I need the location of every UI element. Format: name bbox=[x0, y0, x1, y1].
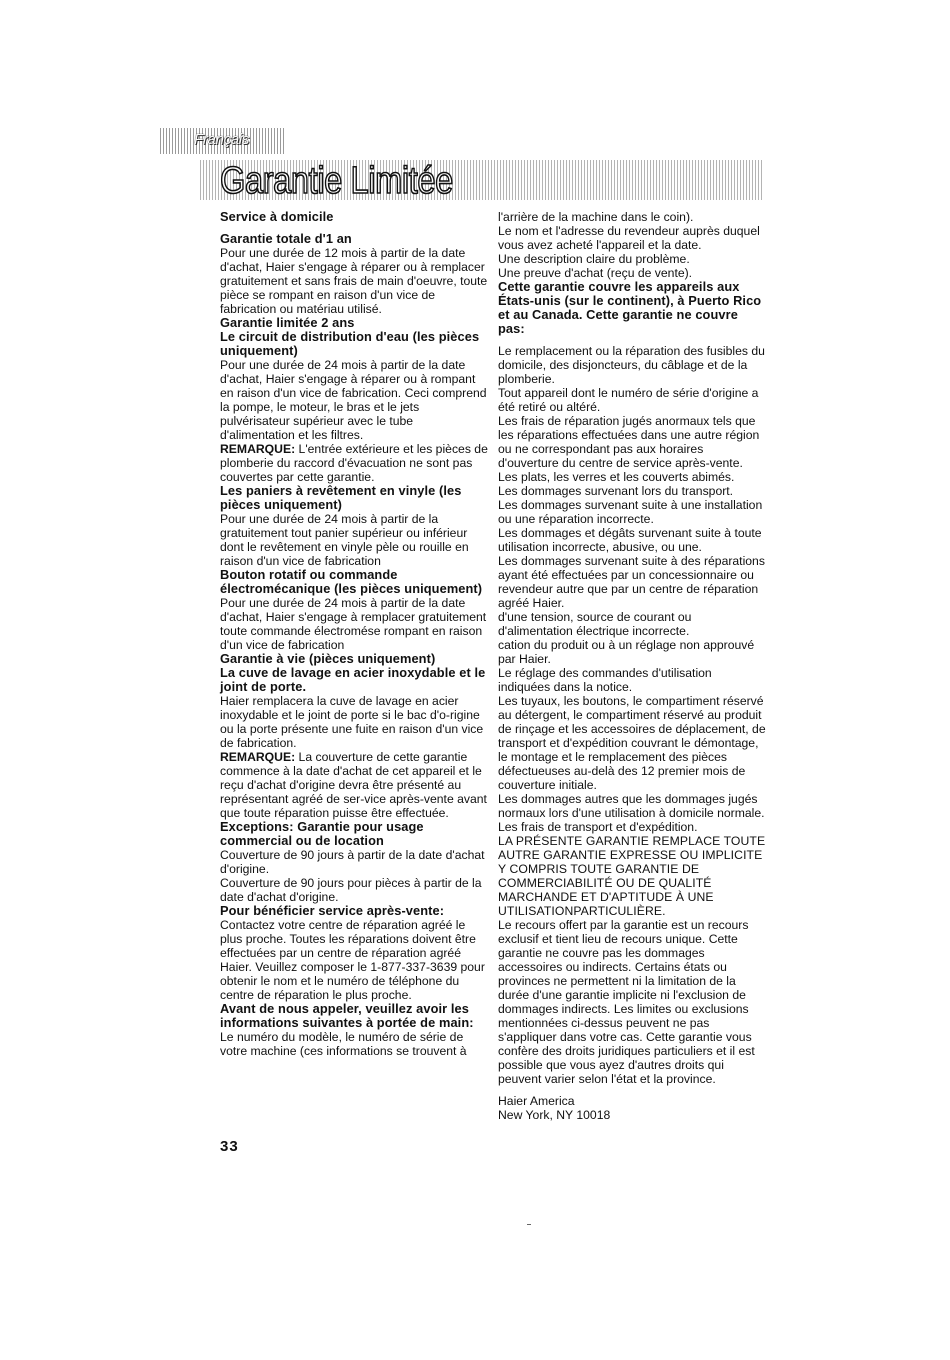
exclusion-item: Les frais de réparation jugés anormaux tels que les réparations effectuées dans une autre région ou ne correspondant pas aux horaires d'ouverture du centre de service après-vente. bbox=[498, 414, 760, 470]
exclusion-item: Les plats, les verres et les couverts abimés. bbox=[498, 470, 735, 484]
exclusion-item: cation du produit ou à un réglage non approuvé par Haier. bbox=[498, 638, 755, 666]
stray-mark bbox=[527, 1224, 531, 1225]
full-warranty-text: Pour une durée de 12 mois à partir de la date d'achat, Haier s'engage à réparer ou à remplacer gratuitement et sans frais de main d'oeuvre, toute pièce se rompant en raison d'un vice de fabrication ou matériau utilisé. bbox=[220, 246, 488, 316]
baskets-heading: Les paniers à revêtement en vinyle (les pièces uniquement) bbox=[220, 483, 462, 512]
exceptions-text-2: Couverture de 90 jours pour pièces à partir de la date d'achat d'origine. bbox=[220, 876, 482, 904]
before-call-heading: Avant de nous appeler, veuillez avoir les informations suivantes à portée de main: bbox=[220, 1001, 474, 1030]
exclusion-item: Les dommages et dégâts survenant suite à toute utilisation incorrecte, abusive, ou une. bbox=[498, 526, 762, 554]
exclusion-item: Le remplacement ou la réparation des fusibles du domicile, des disjoncteurs, du câblage et de la plomberie. bbox=[498, 344, 765, 386]
left-column bbox=[220, 210, 488, 1058]
continued-text: l'arrière de la machine dans le coin). bbox=[498, 210, 694, 224]
lifetime-heading: Garantie à vie (pièces uniquement) bbox=[220, 651, 436, 666]
exclusion-item: Tout appareil dont le numéro de série d'origine a été retiré ou altéré. bbox=[498, 386, 759, 414]
full-warranty-heading: Garantie totale d'1 an bbox=[220, 231, 352, 246]
note-2 bbox=[220, 750, 488, 820]
knob-heading: Bouton rotatif ou commande électromécanique (les pièces uniquement) bbox=[220, 567, 483, 596]
before-call-text: Le numéro du modèle, le numéro de série de votre machine (ces informations se trouvent à bbox=[220, 1030, 467, 1058]
service-after-text: Contactez votre centre de réparation agréé le plus proche. Toutes les réparations doivent être effectuées par un centre de réparation agréé Haier. Veuillez composer le 1-877-337-3639 pour obtenir le nom et le numéro de téléphone du centre de réparation le plus proche. bbox=[220, 918, 485, 1002]
remedy-text: Le recours offert par la garantie est un recours exclusif et tient lieu de recours unique. Cette garantie ne couvre pas les dommages accessoires ou indirects. Certains états ou provinces ne permettent ni la limitation de la durée d'une garantie implicite ni l'exclusion de dommages indirects. Les limites ou exclusions mentionnées ci-dessus peuvent ne pas s'appliquer dans votre cas. Cette garantie vous confère des droits juridiques particuliers et il est possible que vous ayez d'autres droits qui peuvent varier selon l'état et la province. bbox=[498, 918, 755, 1086]
tub-heading: La cuve de lavage en acier inoxydable et le joint de porte. bbox=[220, 665, 486, 694]
replaces-warranty-text: LA PRÉSENTE GARANTIE REMPLACE TOUTE AUTRE GARANTIE EXPRESSE OU IMPLICITE Y COMPRIS TOUTE GARANTIE DE COMMERCIABILITÉ OU DE QUALITÉ MARCHANDE ET D'APTITUDE À UNE UTILISATIONPARTICULIÈRE. bbox=[498, 834, 766, 918]
service-after-heading: Pour bénéficier service après-vente: bbox=[220, 903, 445, 918]
limited-warranty-heading: Garantie limitée 2 ans bbox=[220, 315, 355, 330]
company-name: Haier America bbox=[498, 1094, 575, 1108]
exclusion-item: Les dommages autres que les dommages jugés normaux lors d'une utilisation à domicile normale. bbox=[498, 792, 765, 820]
note-2-label: REMARQUE: bbox=[220, 750, 296, 764]
knob-text: Pour une durée de 24 mois à partir de la date d'achat, Haier s'engage à remplacer gratuitement toute commande électromése rompant en raison d'un vice de fabrication bbox=[220, 596, 487, 652]
page-number: 33 bbox=[220, 1138, 239, 1155]
dealer-text: Le nom et l'adresse du revendeur auprès duquel vous avez acheté l'appareil et la date. bbox=[498, 224, 760, 252]
right-column bbox=[498, 210, 766, 1122]
page-title: Garantie Limitée bbox=[220, 160, 453, 202]
baskets-text: Pour une durée de 24 mois à partir de la gratuitement tout panier supérieur ou inférieur dont le revêtement en vinyle pèle ou rouille en raison d'un vice de fabrication bbox=[220, 512, 469, 568]
exclusion-item: Les tuyaux, les boutons, le compartiment réservé au détergent, le compartiment réservé au produit de rinçage et les accessoires de déplacement, de transport et d'expédition couvrant le démontage, le montage et le remplacement des pièces défectueuses au-delà des 12 premier mois de couverture initiale. bbox=[498, 694, 766, 792]
proof-text: Une preuve d'achat (reçu de vente). bbox=[498, 266, 693, 280]
exclusion-item: Les dommages survenant lors du transport. bbox=[498, 484, 734, 498]
exclusion-item: Les frais de transport et d'expédition. bbox=[498, 820, 698, 834]
tub-text: Haier remplacera la cuve de lavage en acier inoxydable et le joint de porte si le bac d'o-rigine ou la porte présente une fuite en raison d'un vice de fabrication. bbox=[220, 694, 484, 750]
language-label: Français bbox=[194, 131, 250, 148]
exclusion-item: Les dommages survenant suite à une installation ou une réparation incorrecte. bbox=[498, 498, 763, 526]
service-heading: Service à domicile bbox=[220, 209, 334, 224]
coverage-heading: Cette garantie couvre les appareils aux États-unis (sur le continent), à Puerto Rico et au Canada. Cette garantie ne couvre pas: bbox=[498, 279, 762, 336]
language-tab bbox=[160, 128, 284, 154]
company-address: New York, NY 10018 bbox=[498, 1108, 611, 1122]
exceptions-text-1: Couverture de 90 jours à partir de la date d'achat d'origine. bbox=[220, 848, 485, 876]
exclusion-item: d'une tension, source de courant ou d'alimentation électrique incorrecte. bbox=[498, 610, 692, 638]
problem-text: Une description claire du problème. bbox=[498, 252, 690, 266]
note-1-label: REMARQUE: bbox=[220, 442, 296, 456]
exclusion-item: Les dommages survenant suite à des réparations ayant été effectuées par un concessionnaire ou revendeur autre que par un centre de réparation agréé Haier. bbox=[498, 554, 765, 610]
note-1 bbox=[220, 442, 488, 484]
exclusion-item: Le réglage des commandes d'utilisation indiquées dans la notice. bbox=[498, 666, 712, 694]
exceptions-heading: Exceptions: Garantie pour usage commercial ou de location bbox=[220, 819, 424, 848]
water-circuit-heading: Le circuit de distribution d'eau (les pièces uniquement) bbox=[220, 329, 480, 358]
note-1-text: L'entrée extérieure et les pièces de plomberie du raccord d'évacuation ne sont pas couvertes par cette garantie. bbox=[220, 442, 488, 484]
water-circuit-text: Pour une durée de 24 mois à partir de la date d'achat, Haier s'engage à réparer ou à rompant en raison d'un vice de fabrication. Ceci comprend la pompe, le moteur, le bras et le jets pulvérisateur supérieur avec le tube d'alimentation et les filtres. bbox=[220, 358, 487, 442]
note-2-text: La couverture de cette garantie commence à la date d'achat de cet appareil et le reçu d'achat d'origine devra être présenté au représentant agréé de ser-vice après-vente avant que toute réparation puisse être effectuée. bbox=[220, 750, 487, 820]
